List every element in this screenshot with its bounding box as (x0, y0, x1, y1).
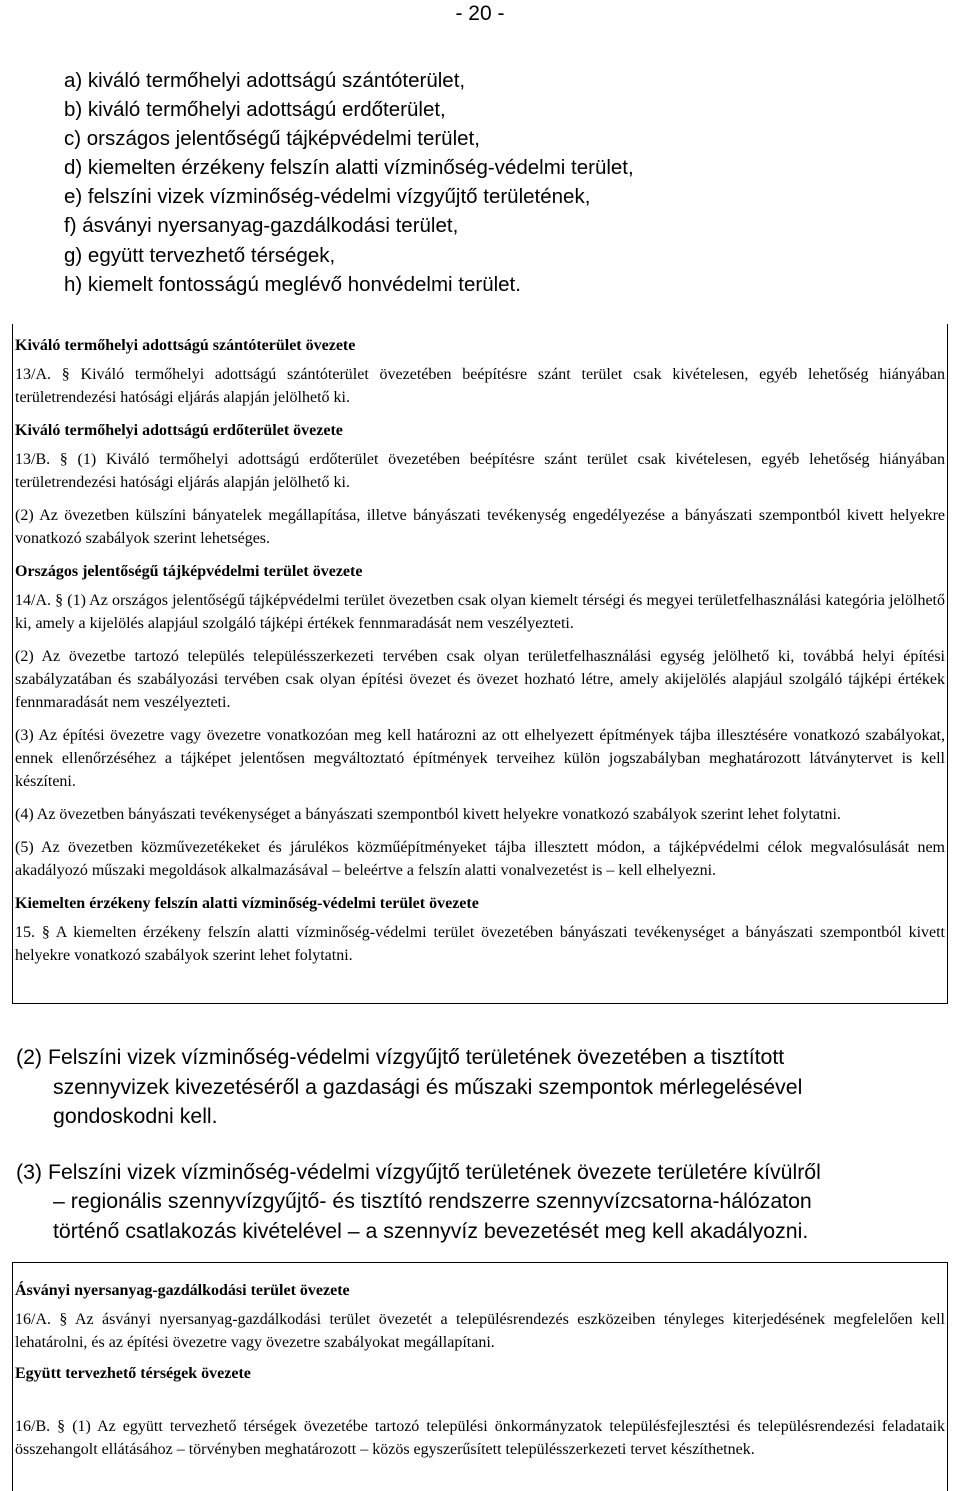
list-item: c) országos jelentőségű tájképvédelmi terület, (64, 127, 480, 151)
page-number: - 20 - (455, 2, 505, 25)
law-excerpt-box-2 (12, 1262, 948, 1491)
text-line: történő csatlakozás kivételével – a szennyvíz bevezetését meg kell akadályozni. (53, 1218, 809, 1243)
text-line: gondoskodni kell. (53, 1104, 218, 1128)
text-line: – regionális szennyvízgyűjtő- és tisztító rendszerre szennyvízcsatorna-hálózaton (53, 1189, 812, 1213)
paragraph-14a-2: (2) Az övezetbe tartozó település településszerkezeti tervében csak olyan területfelhasználási egység jelölhető ki, továbbá helyi építési szabályzatában és szabályozási tervében csak olyan építési övezet és övezet hozható létre, amely akijelölés alapjául szolgáló tájképi értékek fennmaradását nem veszélyezteti. (15, 648, 945, 711)
list-item: b) kiváló termőhelyi adottságú erdőterület, (64, 98, 446, 122)
text-line: (2) Felszíni vizek vízminőség-védelmi vízgyűjtő területének övezetében a tisztított (16, 1045, 785, 1069)
list-item: g) együtt tervezhető térségek, (64, 243, 336, 267)
section-heading: Kiváló termőhelyi adottságú erdőterület övezete (15, 422, 343, 439)
zone-list (64, 66, 944, 299)
law-excerpt-box-1 (12, 324, 948, 1004)
text-line: (3) Felszíni vizek vízminőség-védelmi vízgyűjtő területének övezete területére kívülről (16, 1159, 821, 1184)
spacer (15, 1391, 945, 1415)
text-line: szennyvizek kivezetéséről a gazdasági és műszaki szempontok mérlegelésével (53, 1074, 803, 1099)
paragraph-14a-5: (5) Az övezetben közművezetékeket és járulékos közműépítményeket tájba illesztett módon, a tájképvédelmi célok megvalósulását nem akadályozó műszaki megoldások alkalmazásával – beleértve a felszín alatti vonalvezetést is – kell elhelyezni. (15, 839, 945, 879)
main-text (16, 1043, 946, 1272)
section-heading: Ásványi nyersanyag-gazdálkodási terület övezete (15, 1282, 350, 1299)
list-item: f) ásványi nyersanyag-gazdálkodási terület, (64, 214, 459, 238)
paragraph-3 (16, 1158, 946, 1247)
paragraph-13a: 13/A. § Kiváló termőhelyi adottságú szántóterület övezetében beépítésre szánt terület csak kivételesen, egyéb lehetőség hiányában területrendezési hatósági eljárás alapján jelölhető ki. (15, 366, 945, 406)
section-heading: Kiemelten érzékeny felszín alatti vízminőség-védelmi terület övezete (15, 895, 479, 912)
paragraph-14a-1: 14/A. § (1) Az országos jelentőségű tájképvédelmi terület övezetben csak olyan kiemelt térségi és megyei területfelhasználási kategória jelölhető ki, amely a kijelölés alapjául szolgáló tájképi értékek fennmaradását nem veszélyezteti. (15, 592, 945, 632)
section-heading: Kiváló termőhelyi adottságú szántóterület övezete (15, 337, 356, 354)
paragraph-13b-2: (2) Az övezetben külszíni bányatelek megállapítása, illetve bányászati tevékenység engedélyezése a bányászati szempontból kivett helyekre vonatkozó szabályok szerint lehetséges. (15, 507, 945, 547)
list-item: h) kiemelt fontosságú meglévő honvédelmi terület. (64, 272, 521, 296)
paragraph-13b-1: 13/B. § (1) Kiváló termőhelyi adottságú erdőterület övezetében beépítésre szánt terület csak kivételesen, egyéb lehetőség hiányában területrendezési hatósági eljárás alapján jelölhető ki. (15, 451, 945, 491)
paragraph-16a: 16/A. § Az ásványi nyersanyag-gazdálkodási terület övezetét a településrendezés eszközeiben tényleges kiterjedésének megfelelően kell lehatárolni, és az építési övezetre vagy övezetre szabályokat megállapítani. (15, 1311, 945, 1351)
paragraph-14a-3: (3) Az építési övezetre vagy övezetre vonatkozóan meg kell határozni az ott elhelyezett építmények tájba illesztésére vonatkozó szabályokat, ennek ellenőrzéséhez a tájképet jelentősen megváltoztató építmények terveihez külön jogszabályban meghatározott látványtervet is kell készíteni. (15, 727, 945, 790)
list-item: a) kiváló termőhelyi adottságú szántóterület, (64, 69, 466, 92)
paragraph-15: 15. § A kiemelten érzékeny felszín alatti vízminőség-védelmi terület övezetében bányászati tevékenységet a bányászati szempontból kivett helyekre vonatkozó szabályok szerint lehet folytatni. (15, 924, 945, 964)
list-item: e) felszíni vizek vízminőség-védelmi vízgyűjtő területének, (64, 185, 591, 209)
list-item: d) kiemelten érzékeny felszín alatti vízminőség-védelmi terület, (64, 156, 634, 180)
section-heading: Országos jelentőségű tájképvédelmi terület övezete (15, 563, 363, 580)
paragraph-14a-4: (4) Az övezetben bányászati tevékenységet a bányászati szempontból kivett helyekre vonatkozó szabályok szerint lehet folytatni. (15, 806, 841, 823)
paragraph-2 (16, 1043, 946, 1132)
paragraph-16b: 16/B. § (1) Az együtt tervezhető térségek övezetébe tartozó települési önkormányzatok településfejlesztési és településrendezési feladataik összehangolt ellátásához – törvényben meghatározott – közös egyszerűsített településszerkezeti tervet készíthetnek. (15, 1418, 945, 1458)
section-heading: Együtt tervezhető térségek övezete (15, 1365, 251, 1382)
